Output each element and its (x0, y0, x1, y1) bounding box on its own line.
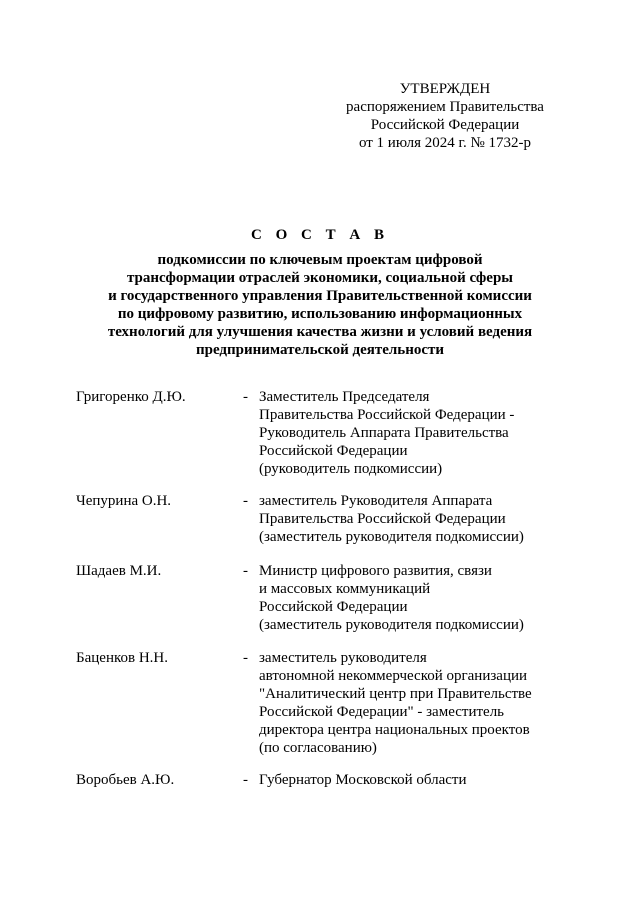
role-line: Российской Федерации (259, 443, 408, 459)
member-name: Шадаев М.И. (76, 563, 162, 579)
role-line: и массовых коммуникаций (259, 581, 431, 597)
member-role (259, 388, 559, 478)
role-line: Руководитель Аппарата Правительства (259, 425, 509, 441)
role-line: заместитель руководителя (259, 650, 427, 666)
member-dash: - (243, 563, 248, 579)
role-line: Правительства Российской Федерации (259, 511, 506, 527)
role-line: Министр цифрового развития, связи (259, 563, 492, 579)
role-line: (по согласованию) (259, 740, 377, 756)
role-line: Российской Федерации" - заместитель (259, 704, 505, 720)
member-dash: - (243, 389, 248, 405)
document-subtitle (60, 251, 580, 359)
member-dash: - (243, 493, 248, 509)
subtitle-line: технологий для улучшения качества жизни и условий ведения (107, 324, 533, 340)
member-role (259, 492, 559, 546)
member-name: Григоренко Д.Ю. (76, 389, 186, 405)
role-line: заместитель Руководителя Аппарата (259, 493, 493, 509)
member-name: Баценков Н.Н. (76, 650, 169, 666)
role-line: (заместитель руководителя подкомиссии) (259, 617, 524, 633)
member-name: Воробьев А.Ю. (76, 772, 175, 788)
document-title: С О С Т А В (251, 227, 389, 243)
subtitle-line: по цифровому развитию, использованию информационных (117, 306, 523, 322)
member-dash: - (243, 772, 248, 788)
approval-line: распоряжением Правительства (346, 99, 544, 115)
subtitle-line: трансформации отраслей экономики, социальной сферы (126, 270, 514, 286)
member-role (259, 771, 559, 789)
role-line: Правительства Российской Федерации - (259, 407, 515, 423)
role-line: директора центра национальных проектов (259, 722, 530, 738)
role-line: "Аналитический центр при Правительстве (259, 686, 532, 702)
role-line: (заместитель руководителя подкомиссии) (259, 529, 524, 545)
approval-line: Российской Федерации (370, 117, 520, 133)
role-line: Губернатор Московской области (259, 772, 467, 788)
role-line: Российской Федерации (259, 599, 408, 615)
role-line: (руководитель подкомиссии) (259, 461, 443, 477)
approval-line: УТВЕРЖДЕН (399, 81, 491, 97)
subtitle-line: подкомиссии по ключевым проектам цифровой (157, 252, 483, 268)
subtitle-line: предпринимательской деятельности (195, 342, 445, 358)
role-line: автономной некоммерческой организации (259, 668, 528, 684)
approval-line: от 1 июля 2024 г. № 1732-р (358, 135, 532, 151)
member-role (259, 649, 559, 757)
member-name: Чепурина О.Н. (76, 493, 172, 509)
member-dash: - (243, 650, 248, 666)
role-line: Заместитель Председателя (259, 389, 430, 405)
approval-stamp (340, 80, 550, 152)
member-role (259, 562, 559, 634)
subtitle-line: и государственного управления Правительственной комиссии (108, 288, 532, 304)
